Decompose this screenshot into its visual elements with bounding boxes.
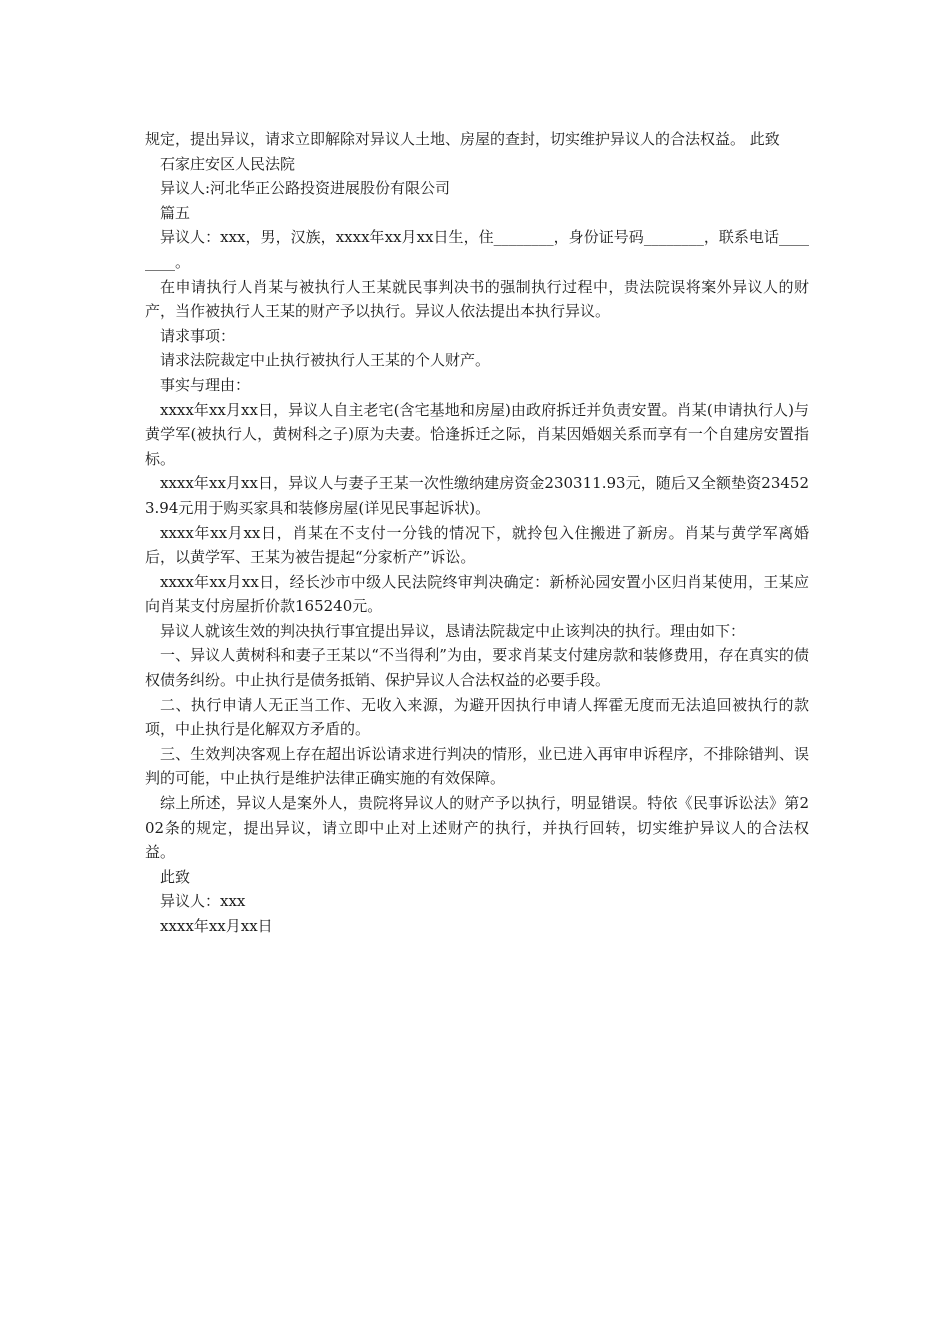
paragraph-conclusion: 综上所述，异议人是案外人，贵院将异议人的财产予以执行，明显错误。特依《民事诉讼法》第202条的规定，提出异议，请立即中止对上述财产的执行，并执行回转，切实维护异议人的合法权益。 [145,794,809,862]
paragraph-request: 请求法院裁定中止执行被执行人王某的个人财产。 [160,351,491,370]
paragraph-fact-4: xxxx年xx月xx日，经长沙市中级人民法院终审判决确定：新桥沁园安置小区归肖某使用，王某应向肖某支付房屋折价款165240元。 [145,572,809,616]
section-heading: 篇五 [160,203,191,222]
heading-facts: 事实与理由： [160,375,251,394]
paragraph-salutation: 此致 [160,867,191,886]
document-body [145,127,809,939]
paragraph-intro: 在申请执行人肖某与被执行人王某就民事判决书的强制执行过程中，贵法院误将案外异议人的财产，当作被执行人王某的财产予以执行。异议人依法提出本执行异议。 [145,277,809,321]
paragraph-date: xxxx年xx月xx日 [160,917,273,935]
paragraph-reason-3: 三、生效判决客观上存在超出诉讼请求进行判决的情形，业已进入再审申诉程序，不排除错判、误判的可能，中止执行是维护法律正确实施的有效保障。 [145,744,809,788]
paragraph-closing-request: 规定，提出异议，请求立即解除对异议人土地、房屋的查封，切实维护异议人的合法权益。 此致 [145,130,780,148]
paragraph-reasons-intro: 异议人就该生效的判决执行事宜提出异议，恳请法院裁定中止该判决的执行。理由如下： [160,621,746,640]
paragraph-objector-info: 异议人：xxx，男，汉族，xxxx年xx月xx日生，住________，身份证号码________，联系电话________。 [145,228,809,271]
paragraph-reason-2: 二、执行申请人无正当工作、无收入来源，为避开因执行申请人挥霍无度而无法追回被执行的款项，中止执行是化解双方矛盾的。 [145,695,809,739]
paragraph-fact-3: xxxx年xx月xx日，肖某在不支付一分钱的情况下，就拎包入住搬进了新房。肖某与黄学军离婚后，以黄学军、王某为被告提起“分家析产”诉讼。 [145,523,809,567]
paragraph-objector-company: 异议人:河北华正公路投资进展股份有限公司 [160,179,451,198]
heading-requests: 请求事项： [160,326,236,345]
paragraph-signature: 异议人：xxx [160,892,246,911]
paragraph-court-name: 石家庄安区人民法院 [160,154,296,173]
paragraph-fact-1: xxxx年xx月xx日，异议人自主老宅(含宅基地和房屋)由政府拆迁并负责安置。肖某(申请执行人)与黄学军(被执行人，黄树科之子)原为夫妻。恰逢拆迁之际，肖某因婚姻关系而享有一个自建房安置指标。 [145,400,809,468]
paragraph-fact-2: xxxx年xx月xx日，异议人与妻子王某一次性缴纳建房资金230311.93元，随后又全额垫资234523.94元用于购买家具和装修房屋(详见民事起诉状)。 [145,474,809,517]
paragraph-reason-1: 一、异议人黄树科和妻子王某以“不当得利”为由，要求肖某支付建房款和装修费用，存在真实的债权债务纠纷。中止执行是债务抵销、保护异议人合法权益的必要手段。 [145,646,809,690]
